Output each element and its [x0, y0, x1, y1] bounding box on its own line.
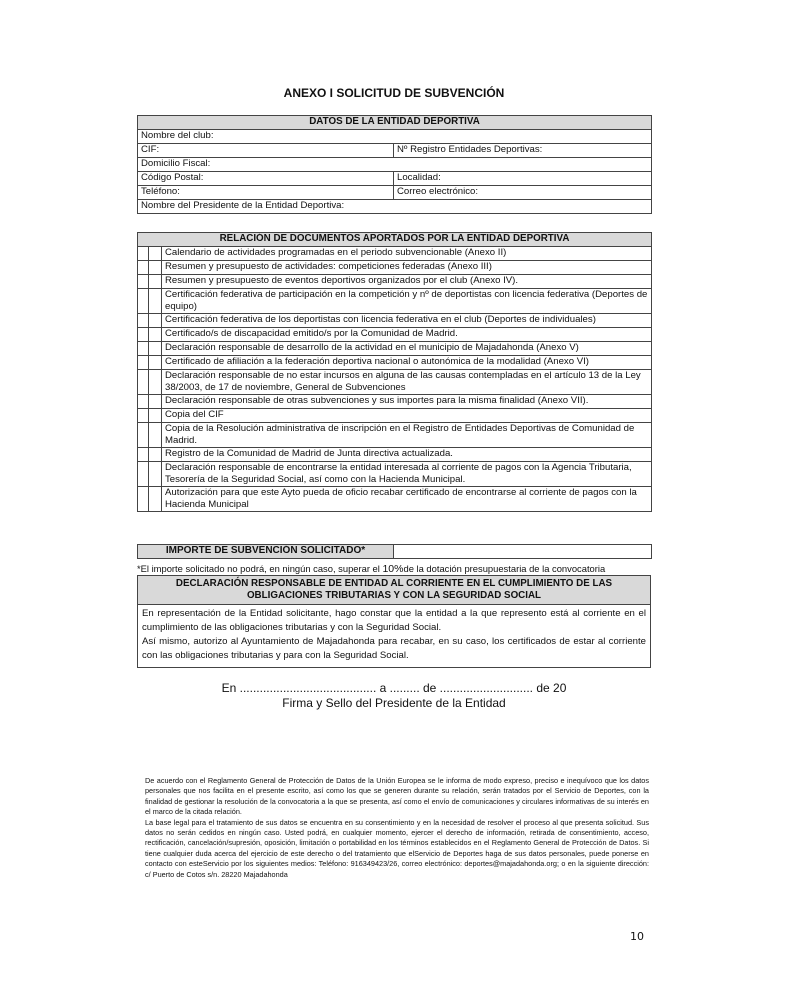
declaration-table	[137, 575, 651, 668]
fiscal-address-field[interactable]: Domicilio Fiscal:	[138, 158, 652, 172]
document-label: Copia de la Resolución administrativa de inscripción en el Registro de Entidades Deportivas de Comunidad de Madrid.	[162, 423, 652, 448]
document-row	[138, 328, 652, 342]
declaration-header-line2: OBLIGACIONES TRIBUTARIAS Y CON LA SEGURIDAD SOCIAL	[246, 590, 542, 601]
document-label: Resumen y presupuesto de actividades: competiciones federadas (Anexo III)	[162, 261, 652, 275]
document-checkbox[interactable]	[138, 487, 162, 512]
amount-table	[137, 544, 652, 559]
document-checkbox[interactable]	[138, 462, 162, 487]
declaration-paragraph-2: Así mismo, autorizo al Ayuntamiento de Majadahonda para recabar, en su caso, los certificados de estar al corriente con las obligaciones tributarias y para con la Seguridad Social.	[142, 636, 646, 661]
document-row	[138, 342, 652, 356]
document-label: Certificación federativa de participación en la competición y nº de deportistas con licencia federativa (Deportes de equipo)	[162, 289, 652, 314]
entity-data-table	[137, 115, 652, 214]
document-label: Certificado de afiliación a la federación deportiva nacional o autonómica de la modalidad (Anexo VI)	[162, 356, 652, 370]
document-row	[138, 356, 652, 370]
document-row	[138, 409, 652, 423]
declaration-header-line1: DECLARACIÓN RESPONSABLE DE ENTIDAD AL CORRIENTE EN EL CUMPLIMIENTO DE LAS	[175, 578, 613, 589]
document-checkbox[interactable]	[138, 448, 162, 462]
document-checkbox[interactable]	[138, 370, 162, 395]
cif-field[interactable]: CIF:	[138, 144, 394, 158]
president-name-field[interactable]: Nombre del Presidente de la Entidad Deportiva:	[138, 200, 652, 214]
document-row	[138, 423, 652, 448]
document-checkbox[interactable]	[138, 289, 162, 314]
document-row	[138, 275, 652, 289]
amount-note-suffix: de la dotación presupuestaria de la convocatoria	[403, 563, 606, 574]
entity-section-header: DATOS DE LA ENTIDAD DEPORTIVA	[138, 116, 652, 130]
document-checkbox[interactable]	[138, 275, 162, 289]
document-row	[138, 261, 652, 275]
document-row	[138, 314, 652, 328]
postal-code-field[interactable]: Código Postal:	[138, 172, 394, 186]
document-checkbox[interactable]	[138, 423, 162, 448]
document-label: Certificación federativa de los deportistas con licencia federativa en el club (Deportes de individuales)	[162, 314, 652, 328]
document-label: Declaración responsable de encontrarse la entidad interesada al corriente de pagos con la Agencia Tributaria, Tesorería de la Seguridad Social, así como con la Hacienda Municipal.	[162, 462, 652, 487]
document-checkbox[interactable]	[138, 356, 162, 370]
page-number: 10	[630, 930, 644, 943]
data-protection-paragraph-1: De acuerdo con el Reglamento General de Protección de Datos de la Unión Europea se le informa de modo expreso, preciso e inequívoco que los datos personales que nos facilita en el presente escrito, así como los que se generen durante su relación, serán tratados por el Servicio de Deportes, con la finalidad de gestionar la resolución de la convocatoria a la que se presenta, así como el envío de comunicaciones y circulares informativas de su interés en el marco de la citada relación.	[145, 776, 649, 817]
amount-input[interactable]	[394, 545, 652, 559]
document-checkbox[interactable]	[138, 261, 162, 275]
document-checkbox[interactable]	[138, 409, 162, 423]
document-row	[138, 448, 652, 462]
amount-note-percent: 10%	[382, 563, 404, 575]
declaration-paragraph-1: En representación de la Entidad solicitante, hago constar que la entidad a la que represento está al corriente en el cumplimiento de las obligaciones tributarias y con la Seguridad Social.	[142, 608, 646, 633]
declaration-header	[138, 576, 651, 605]
document-row	[138, 462, 652, 487]
document-label: Resumen y presupuesto de eventos deportivos organizados por el club (Anexo IV).	[162, 275, 652, 289]
data-protection-paragraph-2: La base legal para el tratamiento de sus datos se encuentra en su consentimiento y en la necesidad de resolver el proceso al que presenta solicitud. Sus datos no serán cedidos en ningún caso. Usted podrá, en cualquier momento, ejercer el derecho de información, retirada de consentimiento, acceso, rectificación, cancelación/supresión, oposición, limitación o portabilidad en los términos establecidos en el Reglamento General de Protección de Datos. Si tiene cualquier duda acerca del ejercicio de este derecho o del tratamiento que elServicio de Deportes haga de sus datos personales, puede ponerse en contacto con esteServicio por los siguientes medios: Teléfono: 916349423/26, correo electrónico: deportes@majadahonda.org; o en la siguiente dirección: c/ Puerto de Cotos s/n. 28220 Majadahonda	[145, 817, 649, 879]
document-row	[138, 395, 652, 409]
document-label: Certificado/s de discapacidad emitido/s por la Comunidad de Madrid.	[162, 328, 652, 342]
club-name-field[interactable]: Nombre del club:	[138, 130, 652, 144]
place-date-line: En ......................................... a ......... de ............................ de 20	[221, 681, 567, 695]
document-label: Calendario de actividades programadas en el periodo subvencionable (Anexo II)	[162, 247, 652, 261]
page-title: ANEXO I SOLICITUD DE SUBVENCIÓN	[283, 86, 505, 100]
amount-note-prefix: *El importe solicitado no podrá, en ningún caso, superar el	[137, 563, 380, 574]
declaration-body	[138, 605, 651, 668]
document-checkbox[interactable]	[138, 328, 162, 342]
phone-field[interactable]: Teléfono:	[138, 186, 394, 200]
email-field[interactable]: Correo electrónico:	[394, 186, 652, 200]
documents-table	[137, 232, 652, 512]
document-label: Declaración responsable de desarrollo de la actividad en el municipio de Majadahonda (Anexo V)	[162, 342, 652, 356]
data-protection-notice	[145, 776, 649, 880]
document-label: Declaración responsable de otras subvenciones y sus importes para la misma finalidad (Anexo VII).	[162, 395, 652, 409]
registry-number-field[interactable]: Nº Registro Entidades Deportivas:	[394, 144, 652, 158]
document-checkbox[interactable]	[138, 395, 162, 409]
document-checkbox[interactable]	[138, 342, 162, 356]
document-label: Copia del CIF	[162, 409, 652, 423]
locality-field[interactable]: Localidad:	[394, 172, 652, 186]
documents-section-header: RELACIÓN DE DOCUMENTOS APORTADOS POR LA ENTIDAD DEPORTIVA	[138, 233, 652, 247]
document-label: Declaración responsable de no estar incursos en alguna de las causas contempladas en el artículo 13 de la Ley 38/2003, de 17 de noviembre, General de Subvenciones	[162, 370, 652, 395]
document-label: Registro de la Comunidad de Madrid de Junta directiva actualizada.	[162, 448, 652, 462]
document-row	[138, 247, 652, 261]
document-row	[138, 370, 652, 395]
signature-label: Firma y Sello del Presidente de la Entidad	[282, 696, 506, 710]
amount-label: IMPORTE DE SUBVENCIÓN SOLICITADO*	[138, 545, 394, 559]
document-row	[138, 289, 652, 314]
document-label: Autorización para que este Ayto pueda de oficio recabar certificado de encontrarse al corriente de pagos con la Hacienda Municipal	[162, 487, 652, 512]
document-row	[138, 487, 652, 512]
amount-note	[137, 563, 657, 575]
document-checkbox[interactable]	[138, 314, 162, 328]
document-checkbox[interactable]	[138, 247, 162, 261]
